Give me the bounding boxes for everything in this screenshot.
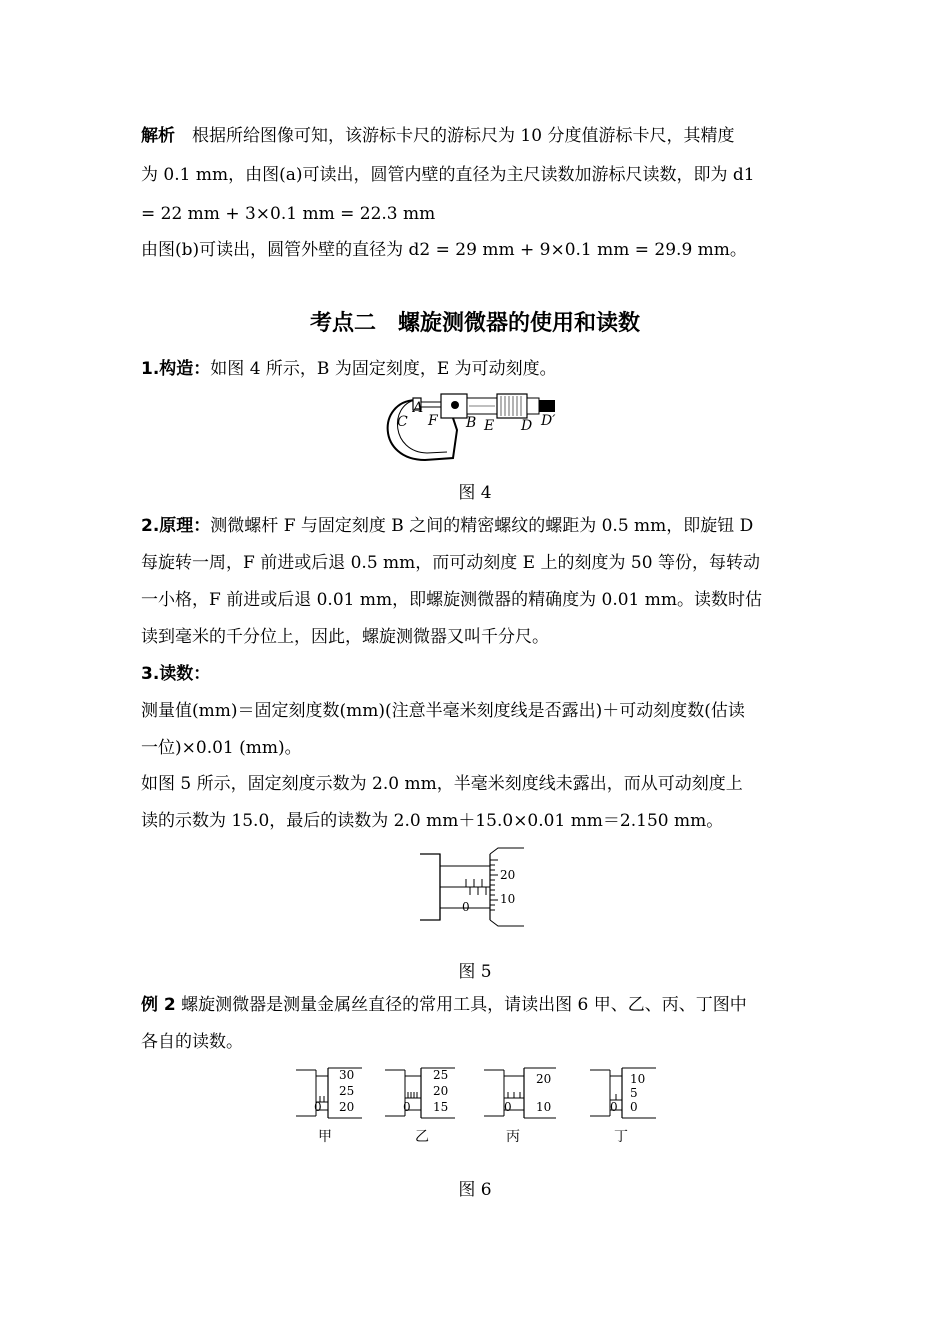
tick-label: 5 <box>630 1086 638 1100</box>
panel-label-jia: 甲 <box>318 1129 332 1145</box>
tick-label: 0 <box>630 1100 638 1114</box>
item2-line-1: 2.原理：测微螺杆 F 与固定刻度 B 之间的精密螺纹的螺距为 0.5 mm，即旋钮 D <box>141 516 754 536</box>
panel-label-yi: 乙 <box>415 1129 429 1145</box>
label-B: B <box>466 415 477 431</box>
item3-line-3: 如图 5 所示，固定刻度示数为 2.0 mm，半毫米刻度线未露出，而从可动刻度上 <box>141 774 743 794</box>
example2-line-1: 例 2 螺旋测微器是测量金属丝直径的常用工具，请读出图 6 甲、乙、丙、丁图中 <box>141 995 747 1015</box>
item3-line-4: 读的示数为 15.0，最后的读数为 2.0 mm＋15.0×0.01 mm＝2.150 mm。 <box>141 811 724 831</box>
figure-6-panel-yi <box>385 1066 457 1146</box>
figure-5-caption: 图 5 <box>458 962 492 982</box>
tick-label: 10 <box>536 1100 552 1114</box>
label-D: D <box>521 418 533 434</box>
figure-6-caption: 图 6 <box>458 1180 492 1200</box>
tick-label: 20 <box>433 1084 449 1098</box>
item3-label-line <box>141 662 210 686</box>
analysis-line-4: 由图(b)可读出，圆管外壁的直径为 d2 = 29 mm + 9×0.1 mm = 29.9 mm。 <box>141 240 747 260</box>
tick-label-zero: 0 <box>610 1100 618 1114</box>
item3-line-2: 一位)×0.01 (mm)。 <box>141 738 302 758</box>
tick-10: 10 <box>500 892 516 906</box>
example2-line-2: 各自的读数。 <box>141 1032 243 1052</box>
tick-label-zero: 0 <box>403 1100 411 1114</box>
tick-label: 20 <box>339 1100 355 1114</box>
label-A: A <box>413 400 424 416</box>
label-F: F <box>428 413 438 429</box>
figure-5-scale <box>418 846 530 928</box>
tick-label: 25 <box>433 1068 449 1082</box>
item2-line-3: 一小格，F 前进或后退 0.01 mm，即螺旋测微器的精确度为 0.01 mm。读数时估 <box>141 590 762 610</box>
item1-line: 1.构造：如图 4 所示，B 为固定刻度，E 为可动刻度。 <box>141 359 557 379</box>
item2-label: 2.原理： <box>141 516 211 536</box>
tick-label: 30 <box>339 1068 355 1082</box>
label-E: E <box>484 418 495 434</box>
item2-line-2: 每旋转一周，F 前进或后退 0.5 mm，而可动刻度 E 上的刻度为 50 等份，每转动 <box>141 553 760 573</box>
item3-line-1: 测量值(mm)＝固定刻度数(mm)(注意半毫米刻度线是否露出)＋可动刻度数(估读 <box>141 701 745 721</box>
figure-4-micrometer <box>385 390 565 465</box>
analysis-line-2: 为 0.1 mm，由图(a)可读出，圆管内壁的直径为主尺读数加游标尺读数，即为 d1 <box>141 165 755 185</box>
tick-label: 25 <box>339 1084 355 1098</box>
figure-6-panel-bing <box>484 1066 556 1146</box>
tick-label-zero: 0 <box>504 1100 512 1114</box>
example2-label: 例 2 <box>141 995 176 1015</box>
analysis-line-3: = 22 mm + 3×0.1 mm = 22.3 mm <box>141 204 436 224</box>
tick-label-zero: 0 <box>314 1100 322 1114</box>
scale-drawing <box>418 846 530 928</box>
item1-label: 1.构造： <box>141 359 211 379</box>
figure-6-panel-ding <box>590 1066 662 1146</box>
section-title: 考点二 螺旋测微器的使用和读数 <box>309 311 640 336</box>
panel-label-ding: 丁 <box>614 1129 628 1145</box>
tick-20: 20 <box>500 868 516 882</box>
figure-4-caption: 图 4 <box>458 483 492 503</box>
tick-label: 15 <box>433 1100 449 1114</box>
tick-label: 10 <box>630 1072 646 1086</box>
item3-label: 3.读数： <box>141 664 211 684</box>
analysis-line-1: 解析 根据所给图像可知，该游标卡尺的游标尺为 10 分度值游标卡尺，其精度 <box>141 126 735 146</box>
item2-line-4: 读到毫米的千分位上，因此，螺旋测微器又叫千分尺。 <box>141 627 549 647</box>
tick-label: 20 <box>536 1072 552 1086</box>
analysis-label: 解析 <box>141 126 175 146</box>
label-D-prime: D′ <box>541 413 556 429</box>
panel-label-bing: 丙 <box>506 1129 520 1145</box>
label-C: C <box>397 414 408 430</box>
tick-0: 0 <box>462 900 470 914</box>
figure-6-panel-jia <box>296 1066 368 1146</box>
